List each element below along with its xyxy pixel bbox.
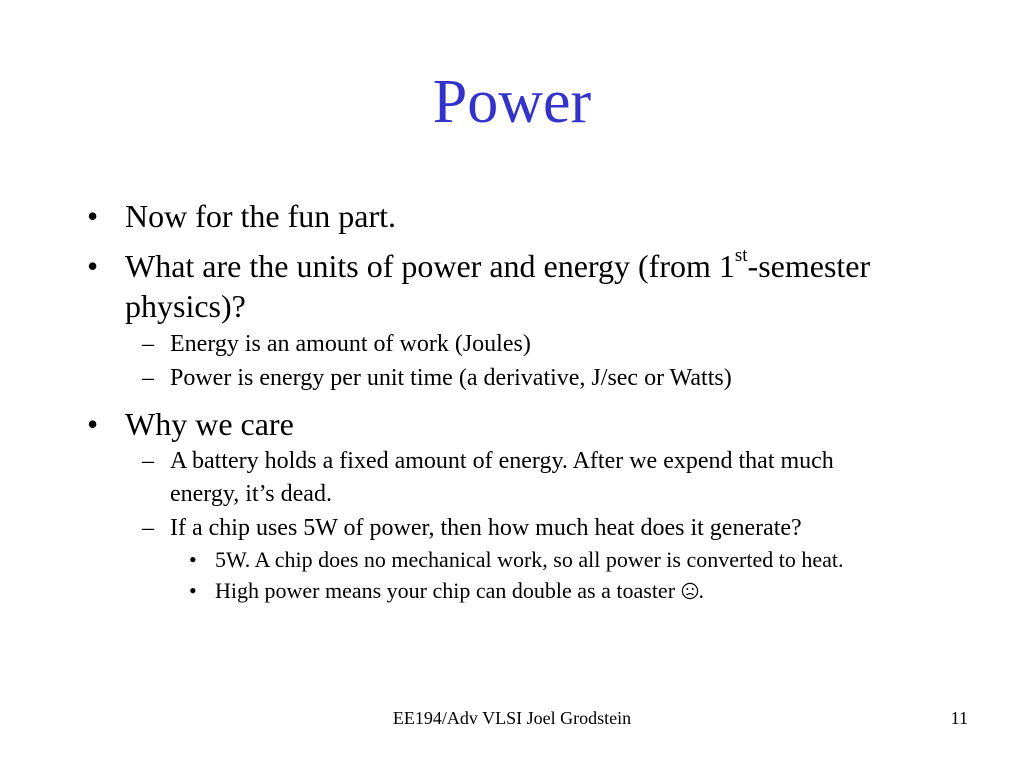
- bullet-text: Now for the fun part.: [125, 198, 397, 234]
- sub-bullet-text: Energy is an amount of work (Joules): [170, 331, 531, 357]
- bullet-item: [87, 196, 397, 236]
- sub-bullet-item: [142, 512, 802, 544]
- sub-bullet-item: [142, 328, 531, 360]
- bullet-marker: •: [189, 547, 197, 572]
- sub-bullet-item: [142, 362, 732, 394]
- bullet-item: [87, 245, 871, 286]
- sub-sub-bullet-text: 5W. A chip does no mechanical work, so all power is converted to heat.: [215, 547, 844, 572]
- frown-face-icon: [681, 582, 699, 600]
- page-number: 11: [950, 708, 968, 728]
- sub-sub-bullet-text: High power means your chip can double as a toaster: [215, 578, 676, 603]
- bullet-text: What are the units of power and energy (from 1: [125, 248, 735, 284]
- dash-marker: –: [142, 365, 154, 391]
- footer-course: EE194/Adv VLSI Joel Grodstein: [392, 708, 632, 728]
- bullet-item: [87, 404, 294, 444]
- bullet-marker: •: [87, 198, 99, 234]
- dash-marker: –: [142, 448, 154, 474]
- superscript: st: [734, 245, 748, 267]
- bullet-text: Why we care: [125, 406, 294, 442]
- sub-sub-bullet-item: [189, 576, 705, 606]
- bullet-marker: •: [87, 248, 99, 284]
- trailing-period: .: [698, 578, 705, 603]
- sub-sub-bullet-item: [189, 545, 844, 575]
- sub-bullet-text: If a chip uses 5W of power, then how much heat does it generate?: [170, 515, 802, 541]
- dash-marker: –: [142, 331, 154, 357]
- bullet-marker: •: [87, 406, 99, 442]
- dash-marker: –: [142, 515, 154, 541]
- sub-bullet-text: Power is energy per unit time (a derivative, J/sec or Watts): [170, 365, 732, 391]
- bullet-continuation: physics)?: [125, 288, 246, 324]
- sub-bullet-item: [142, 445, 834, 477]
- sub-bullet-continuation: energy, it’s dead.: [170, 481, 332, 507]
- bullet-text: -semester: [747, 248, 871, 284]
- slide-title: Power: [432, 68, 592, 136]
- bullet-marker: •: [189, 578, 197, 603]
- sub-bullet-text: A battery holds a fixed amount of energy. After we expend that much: [170, 448, 834, 474]
